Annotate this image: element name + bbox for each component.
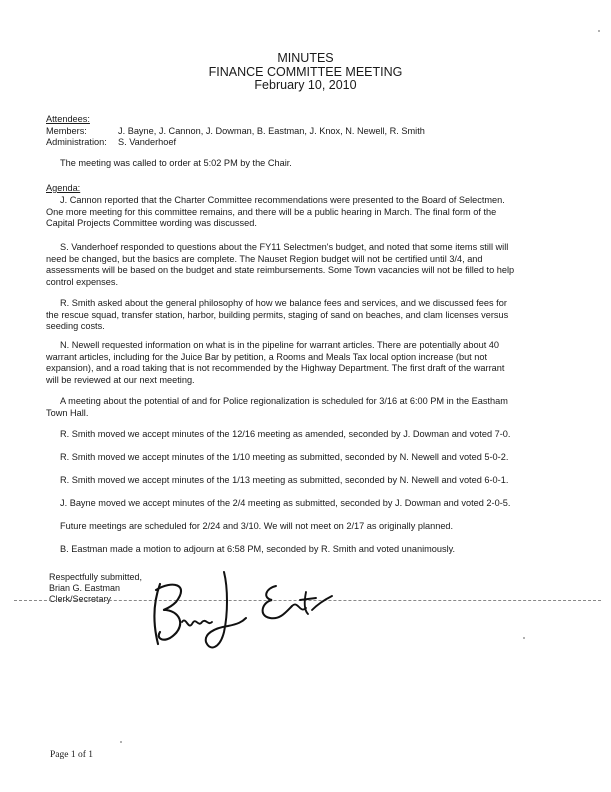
scan-speck [523, 637, 525, 639]
signer-role: Clerk/Secretary [49, 594, 112, 604]
attendees-section [46, 114, 425, 149]
motion-4: J. Bayne moved we accept minutes of the 2/4 meeting as submitted, seconded by J. Dowman and voted 2-0-5. [60, 498, 511, 508]
adjourn-motion: B. Eastman made a motion to adjourn at 6:58 PM, seconded by R. Smith and voted unanimously. [60, 544, 456, 554]
agenda-paragraph-5: A meeting about the potential of and for Police regionalization is scheduled for 3/16 at 6:00 PM in the Eastham Town Hall. [46, 396, 508, 418]
agenda-paragraph-2: S. Vanderhoef responded to questions about the FY11 Selectmen's budget, and noted that some items still will need be changed, but the basics are complete. The Nauset Region budget will not be certified until 3/4, and assessments will be based on the budget and state reimbursements. Some Town vacancies will not be filled to help control expenses. [46, 242, 515, 287]
meeting-date: February 10, 2010 [254, 78, 357, 92]
scan-speck [598, 30, 600, 32]
members-label: Members: [46, 125, 87, 136]
agenda-paragraph-1: J. Cannon reported that the Charter Committee recommendations were presented to the Board of Selectmen. One more meeting for this committee remains, and there will be a public hearing in March. The final form of the Capital Projects Committee wording was discussed. [46, 195, 505, 229]
closing-line: Respectfully submitted, [49, 572, 143, 582]
agenda-heading-block [46, 183, 576, 195]
agenda-paragraph-4: N. Newell requested information on what is in the pipeline for warrant articles. There are potentially about 40 warrant articles, including for the Juice Bar by petition, a Rooms and Meals Tax local option increase (but not expansion), and a road taking that is not recommended by the Highway Department. The first draft of the warrant will be reviewed at our next meeting. [46, 340, 505, 385]
agenda-paragraph-3: R. Smith asked about the general philosophy of how we balance fees and services, and we discussed fees for the rescue squad, transfer station, harbor, building permits, staging of sand on beaches, and clam licenses versus seeding costs. [46, 298, 509, 332]
administration-label: Administration: [46, 137, 107, 148]
document-title: MINUTES [277, 51, 334, 65]
attendees-heading: Attendees: [46, 114, 90, 124]
administration-list: S. Vanderhoef [118, 137, 177, 148]
members-list: J. Bayne, J. Cannon, J. Dowman, B. Eastman, J. Knox, N. Newell, R. Smith [118, 125, 425, 136]
page-number: Page 1 of 1 [50, 750, 94, 760]
document-header [0, 52, 611, 93]
motion-3: R. Smith moved we accept minutes of the 1/13 meeting as submitted, seconded by N. Newell and voted 6-0-1. [60, 475, 509, 485]
future-meetings: Future meetings are scheduled for 2/24 and 3/10. We will not meet on 2/17 as originally planned. [60, 521, 454, 531]
agenda-heading: Agenda: [46, 183, 81, 193]
call-to-order: The meeting was called to order at 5:02 PM by the Chair. [60, 158, 292, 168]
document-subtitle: FINANCE COMMITTEE MEETING [208, 64, 403, 79]
motion-1: R. Smith moved we accept minutes of the 12/16 meeting as amended, seconded by J. Dowman and voted 7-0. [60, 429, 511, 439]
motion-2: R. Smith moved we accept minutes of the 1/10 meeting as submitted, seconded by N. Newell and voted 5-0-2. [60, 452, 509, 462]
scan-speck [120, 741, 122, 743]
handwritten-signature [142, 566, 357, 656]
signer-name: Brian G. Eastman [49, 583, 121, 593]
